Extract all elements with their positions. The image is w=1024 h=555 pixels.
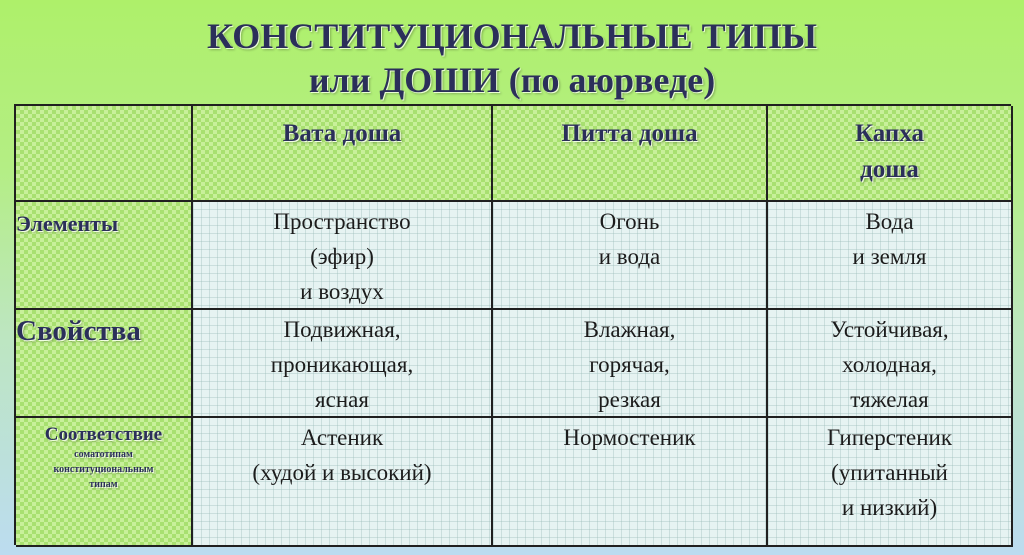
row-label-correspondence-main: Соответствие [44,424,163,445]
cell-line: и вода [598,244,661,269]
cell-line: Астеник [300,425,384,450]
cell-line: Влажная, [583,317,676,342]
cell-line: Подвижная, [283,317,401,342]
cell-properties-vata [193,310,493,418]
title-line-1: КОНСТИТУЦИОНАЛЬНЫЕ ТИПЫ [206,16,817,56]
cell-elements-kapha [768,202,1013,310]
cell-line: резкая [598,387,661,412]
row-label-correspondence-sub-2: конституциональным [53,464,154,475]
cell-line: и воздух [300,279,384,304]
cell-line: Гиперстеник [826,425,952,450]
cell-line: Огонь [599,209,660,234]
cell-line: Вода [865,209,914,234]
cell-somatotype-pitta [493,418,768,547]
cell-line: тяжелая [850,387,929,412]
cell-line: горячая, [589,352,670,377]
cell-somatotype-kapha [768,418,1013,547]
cell-elements-vata [193,202,493,310]
row-label-correspondence [16,418,193,547]
cell-line: Пространство [273,209,411,234]
corner-cell [16,106,193,202]
cell-line: и земля [852,244,927,269]
cell-properties-kapha [768,310,1013,418]
cell-line: Нормостеник [563,425,696,450]
header-vata: Вата доша [193,106,493,202]
row-label-elements: Элементы [16,202,193,310]
cell-line: холодная, [842,352,937,377]
row-label-correspondence-sub-1: соматотипам [74,449,133,460]
cell-line: (худой и высокий) [252,460,432,485]
cell-line: ясная [315,387,369,412]
cell-line: (эфир) [310,244,374,269]
slide-title [0,14,1024,102]
cell-somatotype-vata [193,418,493,547]
row-label-properties: Свойства [16,310,193,418]
header-kapha [768,106,1013,202]
cell-properties-pitta [493,310,768,418]
cell-line: (упитанный [831,460,948,485]
header-kapha-line-1: Капха [854,120,925,147]
dosha-table [14,104,1011,545]
cell-line: и низкий) [841,495,938,520]
header-pitta: Питта доша [493,106,768,202]
header-kapha-line-2: доша [860,156,919,183]
cell-line: Устойчивая, [830,317,949,342]
cell-line: проникающая, [270,352,414,377]
cell-elements-pitta [493,202,768,310]
title-line-2: или ДОШИ (по аюрведе) [308,60,716,100]
row-label-correspondence-sub-3: типам [89,479,118,490]
